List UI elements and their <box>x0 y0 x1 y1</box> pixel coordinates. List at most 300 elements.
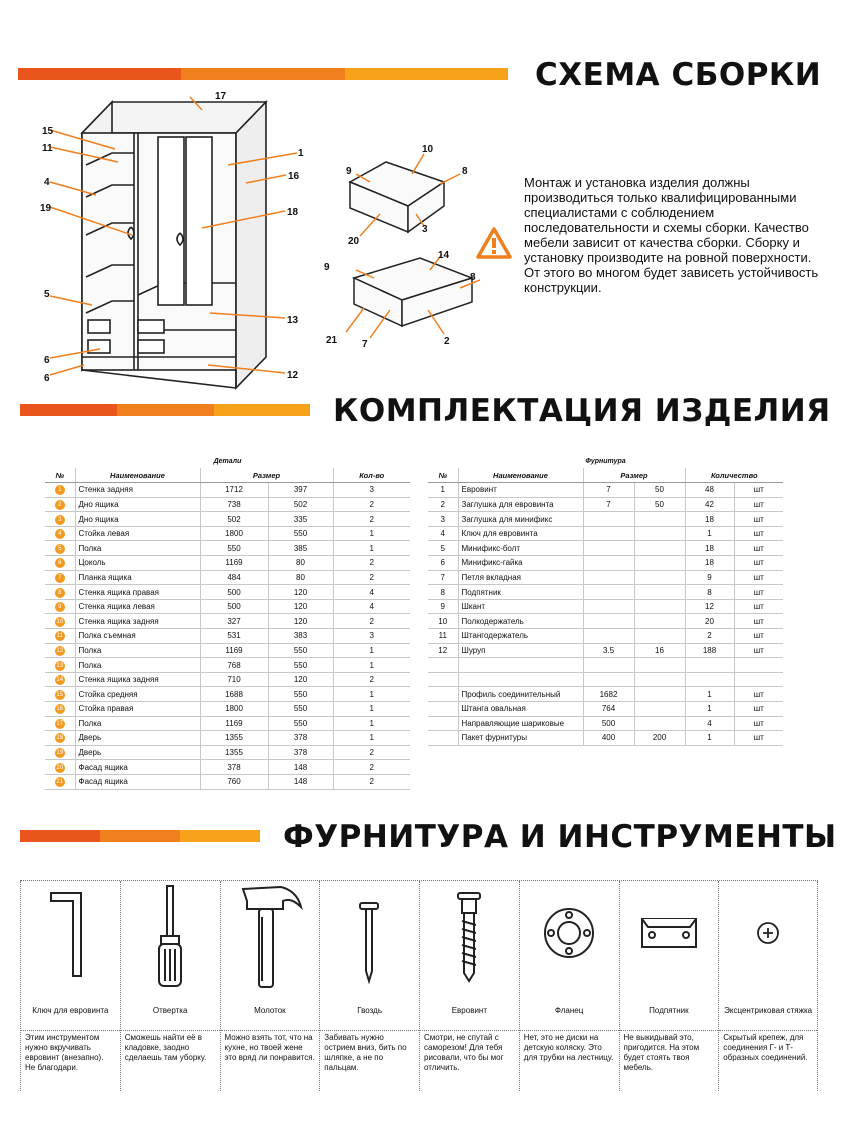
col-header: Размер <box>200 468 333 483</box>
part-size-b: 148 <box>268 774 333 789</box>
part-size-a: 1800 <box>200 702 268 717</box>
parts-row <box>45 774 410 789</box>
fittings-row <box>428 614 783 629</box>
part-size-b: 385 <box>268 541 333 556</box>
part-number-badge: 20 <box>56 764 64 771</box>
fittings-row <box>428 483 783 498</box>
fitting-name: Пакет фурнитуры <box>458 731 583 746</box>
part-size-a: 768 <box>200 658 268 673</box>
parts-row <box>45 497 410 512</box>
section-bar-hardware <box>20 830 260 842</box>
fitting-size-a <box>583 629 634 644</box>
parts-row <box>45 629 410 644</box>
part-number-badge: 16 <box>56 706 64 713</box>
part-quantity: 3 <box>333 629 410 644</box>
fitting-size-b <box>634 585 685 600</box>
tool-description: Нет, это не диски на детскую коляску. Это для трубки на лестницу. <box>523 1033 614 1062</box>
fitting-unit: шт <box>734 702 783 717</box>
part-name: Полка <box>75 643 200 658</box>
fittings-row <box>428 687 783 702</box>
col-header: Размер <box>583 468 685 483</box>
part-quantity: 2 <box>333 512 410 527</box>
fitting-size-b <box>634 658 685 673</box>
part-name: Полка <box>75 541 200 556</box>
part-quantity: 1 <box>333 731 410 746</box>
parts-row <box>45 512 410 527</box>
parts-row <box>45 643 410 658</box>
fitting-quantity: 1 <box>685 702 734 717</box>
part-number-badge: 1 <box>55 485 65 495</box>
fitting-size-a: 1682 <box>583 687 634 702</box>
part-name: Стойка средняя <box>75 687 200 702</box>
fitting-unit: шт <box>734 585 783 600</box>
tool-description: Не выкидывай это, пригодится. На этом будет стоять твоя мебель. <box>623 1033 700 1072</box>
fitting-number <box>428 687 458 702</box>
screwdriver-icon <box>121 881 220 991</box>
fitting-size-b: 50 <box>634 497 685 512</box>
tool-name: Гвоздь <box>320 991 419 1031</box>
col-header: № <box>428 468 458 483</box>
fitting-unit: шт <box>734 716 783 731</box>
callout-label: 18 <box>287 207 299 218</box>
part-size-a: 710 <box>200 672 268 687</box>
part-size-a: 738 <box>200 497 268 512</box>
col-header: Количество <box>685 468 783 483</box>
callout-label: 2 <box>444 336 450 347</box>
scheme-heading: СХЕМА СБОРКИ <box>535 57 822 93</box>
fitting-name <box>458 672 583 687</box>
fitting-name: Полкодержатель <box>458 614 583 629</box>
tool-name: Евровинт <box>420 991 519 1031</box>
tool-description: Смотри, не спутай с саморезом! Для тебя рисовали, что бы мог отличить. <box>424 1033 504 1072</box>
fitting-number: 6 <box>428 556 458 571</box>
fitting-size-b <box>634 556 685 571</box>
callout-label: 11 <box>42 143 53 154</box>
fitting-unit: шт <box>734 599 783 614</box>
foot-pad-icon <box>620 881 719 991</box>
tool-description: Этим инструментом нужно вкручивать евровинт (внезапно). Не благодари. <box>25 1033 104 1072</box>
tools-grid <box>20 880 818 1090</box>
part-name: Цоколь <box>75 556 200 571</box>
fitting-size-a: 7 <box>583 497 634 512</box>
fitting-quantity: 4 <box>685 716 734 731</box>
tool-name: Отвертка <box>121 991 220 1031</box>
nail-icon <box>320 881 419 991</box>
part-size-a: 1712 <box>200 483 268 498</box>
part-quantity: 4 <box>333 585 410 600</box>
parts-row <box>45 702 410 717</box>
drawer-diagram <box>320 140 480 350</box>
part-number-badge: 8 <box>55 588 65 598</box>
part-name: Дно ящика <box>75 497 200 512</box>
parts-row <box>45 658 410 673</box>
fitting-number <box>428 702 458 717</box>
part-number-badge: 14 <box>56 677 64 684</box>
fitting-quantity: 188 <box>685 643 734 658</box>
fitting-unit: шт <box>734 614 783 629</box>
fittings-row <box>428 512 783 527</box>
fitting-name: Штангодержатель <box>458 629 583 644</box>
parts-row <box>45 483 410 498</box>
part-size-b: 335 <box>268 512 333 527</box>
fitting-unit: шт <box>734 483 783 498</box>
fitting-name: Петля вкладная <box>458 570 583 585</box>
fitting-name: Минификс-болт <box>458 541 583 556</box>
part-quantity: 2 <box>333 614 410 629</box>
part-size-a: 1688 <box>200 687 268 702</box>
part-number-badge: 6 <box>55 558 65 568</box>
part-quantity: 2 <box>333 672 410 687</box>
part-size-b: 120 <box>268 672 333 687</box>
part-size-b: 148 <box>268 760 333 775</box>
part-quantity: 1 <box>333 541 410 556</box>
fittings-row <box>428 643 783 658</box>
part-size-b: 550 <box>268 526 333 541</box>
part-number-badge: 11 <box>56 633 63 640</box>
part-quantity: 2 <box>333 760 410 775</box>
part-number-badge: 3 <box>55 515 65 525</box>
part-name: Стенка ящика задняя <box>75 672 200 687</box>
fitting-size-a <box>583 570 634 585</box>
part-quantity: 1 <box>333 658 410 673</box>
fittings-row <box>428 658 783 673</box>
part-size-b: 550 <box>268 658 333 673</box>
fitting-number: 7 <box>428 570 458 585</box>
part-size-b: 378 <box>268 731 333 746</box>
col-header: Наименование <box>458 468 583 483</box>
fitting-size-a <box>583 658 634 673</box>
fitting-unit <box>734 672 783 687</box>
fitting-unit: шт <box>734 526 783 541</box>
tool-card <box>519 881 619 1091</box>
part-size-a: 500 <box>200 585 268 600</box>
part-number-badge: 13 <box>56 662 64 669</box>
part-quantity: 2 <box>333 497 410 512</box>
parts-row <box>45 570 410 585</box>
fitting-unit: шт <box>734 629 783 644</box>
part-quantity: 2 <box>333 556 410 571</box>
fitting-number: 2 <box>428 497 458 512</box>
fitting-number: 3 <box>428 512 458 527</box>
wardrobe-diagram <box>30 85 330 390</box>
part-name: Стенка задняя <box>75 483 200 498</box>
part-quantity: 2 <box>333 570 410 585</box>
part-quantity: 2 <box>333 774 410 789</box>
fitting-size-a <box>583 541 634 556</box>
fitting-size-b <box>634 687 685 702</box>
tool-card <box>220 881 320 1091</box>
fitting-size-b <box>634 716 685 731</box>
tool-description: Забивать нужно острием вниз, бить по шляпке, а не по пальцам. <box>324 1033 407 1072</box>
fittings-row <box>428 672 783 687</box>
callout-label: 5 <box>44 289 50 300</box>
part-size-a: 502 <box>200 512 268 527</box>
callout-label: 9 <box>324 262 330 273</box>
fitting-size-a: 7 <box>583 483 634 498</box>
tool-card <box>718 881 818 1091</box>
part-size-a: 1355 <box>200 731 268 746</box>
fitting-quantity: 18 <box>685 541 734 556</box>
parts-row <box>45 556 410 571</box>
fitting-size-b <box>634 672 685 687</box>
fitting-size-b <box>634 526 685 541</box>
tool-name: Подпятник <box>620 991 719 1031</box>
fitting-number <box>428 658 458 673</box>
part-number-badge: 18 <box>56 735 64 742</box>
part-quantity: 4 <box>333 599 410 614</box>
part-name: Полка <box>75 716 200 731</box>
fitting-size-a: 500 <box>583 716 634 731</box>
callout-label: 19 <box>40 203 52 214</box>
fitting-unit: шт <box>734 687 783 702</box>
fitting-unit: шт <box>734 512 783 527</box>
part-size-a: 1355 <box>200 745 268 760</box>
fitting-number <box>428 731 458 746</box>
fittings-table <box>428 468 783 746</box>
fitting-size-b <box>634 599 685 614</box>
fittings-row <box>428 585 783 600</box>
fitting-size-a: 3.5 <box>583 643 634 658</box>
tool-description: Скрытый крепеж, для соединения Г- и Т-образных соединений. <box>723 1033 808 1062</box>
callout-label: 21 <box>326 335 338 346</box>
fitting-size-b <box>634 614 685 629</box>
fitting-quantity: 18 <box>685 556 734 571</box>
warning-icon <box>476 226 512 260</box>
tool-description: Сможешь найти её в кладовке, заодно сделаешь там уборку. <box>124 1033 207 1062</box>
part-number-badge: 15 <box>56 691 64 698</box>
part-quantity: 1 <box>333 687 410 702</box>
part-size-b: 550 <box>268 643 333 658</box>
fitting-size-b <box>634 541 685 556</box>
fitting-quantity <box>685 658 734 673</box>
part-name: Фасад ящика <box>75 774 200 789</box>
part-size-b: 120 <box>268 599 333 614</box>
fitting-number: 10 <box>428 614 458 629</box>
parts-table <box>45 468 410 790</box>
tool-name: Ключ для евровинта <box>21 991 120 1031</box>
parts-row <box>45 614 410 629</box>
fitting-number: 1 <box>428 483 458 498</box>
part-size-b: 80 <box>268 570 333 585</box>
fitting-name: Евровинт <box>458 483 583 498</box>
part-quantity: 1 <box>333 716 410 731</box>
section-bar-kit <box>20 404 310 416</box>
hex-key-icon <box>21 881 120 991</box>
part-size-a: 1169 <box>200 643 268 658</box>
part-size-b: 550 <box>268 687 333 702</box>
tool-description: Можно взять тот, что на кухне, но твоей жене это вряд ли понравится. <box>224 1033 315 1062</box>
fitting-size-b <box>634 629 685 644</box>
callout-label: 8 <box>462 166 468 177</box>
kit-heading: КОМПЛЕКТАЦИЯ ИЗДЕЛИЯ <box>333 393 831 429</box>
part-number-badge: 9 <box>55 602 65 612</box>
section-bar-scheme <box>18 68 508 80</box>
tool-name: Фланец <box>520 991 619 1031</box>
fitting-quantity: 2 <box>685 629 734 644</box>
col-header: № <box>45 468 75 483</box>
parts-row <box>45 585 410 600</box>
part-number-badge: 10 <box>56 618 64 625</box>
part-size-b: 550 <box>268 702 333 717</box>
part-name: Фасад ящика <box>75 760 200 775</box>
callout-label: 8 <box>470 272 476 283</box>
part-name: Дверь <box>75 745 200 760</box>
part-number-badge: 2 <box>55 500 65 510</box>
fitting-unit: шт <box>734 556 783 571</box>
fitting-number: 12 <box>428 643 458 658</box>
fitting-quantity: 42 <box>685 497 734 512</box>
fitting-quantity: 8 <box>685 585 734 600</box>
part-size-a: 500 <box>200 599 268 614</box>
callout-label: 12 <box>287 370 299 381</box>
part-size-b: 378 <box>268 745 333 760</box>
part-size-a: 760 <box>200 774 268 789</box>
callout-label: 9 <box>346 166 352 177</box>
fittings-row <box>428 497 783 512</box>
fittings-row <box>428 570 783 585</box>
fitting-name: Направляющие шариковые <box>458 716 583 731</box>
fitting-unit: шт <box>734 497 783 512</box>
parts-row <box>45 731 410 746</box>
fittings-row <box>428 731 783 746</box>
fitting-size-a <box>583 556 634 571</box>
callout-label: 4 <box>44 177 50 188</box>
part-size-b: 502 <box>268 497 333 512</box>
part-size-a: 327 <box>200 614 268 629</box>
fitting-size-a <box>583 512 634 527</box>
col-header: Наименование <box>75 468 200 483</box>
parts-row <box>45 541 410 556</box>
fitting-name: Подпятник <box>458 585 583 600</box>
part-name: Дверь <box>75 731 200 746</box>
part-name: Дно ящика <box>75 512 200 527</box>
part-name: Стенка ящика задняя <box>75 614 200 629</box>
parts-row <box>45 599 410 614</box>
part-size-a: 1800 <box>200 526 268 541</box>
fitting-name: Шуруп <box>458 643 583 658</box>
part-name: Планка ящика <box>75 570 200 585</box>
fitting-quantity: 12 <box>685 599 734 614</box>
part-number-badge: 21 <box>56 779 64 786</box>
fitting-size-a <box>583 599 634 614</box>
fitting-unit: шт <box>734 541 783 556</box>
callout-label: 1 <box>298 148 304 159</box>
fitting-quantity: 20 <box>685 614 734 629</box>
parts-row <box>45 687 410 702</box>
fitting-number: 5 <box>428 541 458 556</box>
tool-card <box>20 881 120 1091</box>
tool-name: Молоток <box>221 991 320 1031</box>
part-number-badge: 12 <box>56 647 64 654</box>
part-quantity: 2 <box>333 745 410 760</box>
parts-row <box>45 745 410 760</box>
callout-label: 16 <box>288 171 300 182</box>
callout-label: 15 <box>42 126 54 137</box>
parts-row <box>45 760 410 775</box>
fitting-quantity: 1 <box>685 526 734 541</box>
part-name: Полка <box>75 658 200 673</box>
fittings-row <box>428 702 783 717</box>
part-number-badge: 4 <box>55 529 65 539</box>
part-size-b: 383 <box>268 629 333 644</box>
fitting-number <box>428 716 458 731</box>
tool-name: Эксцентриковая стяжка <box>719 991 817 1031</box>
fitting-size-b: 200 <box>634 731 685 746</box>
fitting-quantity: 9 <box>685 570 734 585</box>
parts-table-title: Детали <box>213 458 242 465</box>
part-size-b: 550 <box>268 716 333 731</box>
part-size-b: 80 <box>268 556 333 571</box>
fitting-name <box>458 658 583 673</box>
part-size-a: 378 <box>200 760 268 775</box>
part-number-badge: 5 <box>55 544 65 554</box>
fittings-row <box>428 599 783 614</box>
fitting-name: Заглушка для минификс <box>458 512 583 527</box>
fittings-row <box>428 629 783 644</box>
part-size-b: 120 <box>268 614 333 629</box>
tool-card <box>319 881 419 1091</box>
part-name: Стойка правая <box>75 702 200 717</box>
tool-card <box>120 881 220 1091</box>
flange-icon <box>520 881 619 991</box>
assembly-notice: Монтаж и установка изделия должны производиться только квалифицированными специалистами с соблюдением последовательности и схемы сборки. Качество мебели зависит от качества сборки. Сборку и установку производите на ровной поверхности. От этого во многом будет зависеть устойчивость конструкции. <box>524 175 819 295</box>
fitting-unit <box>734 658 783 673</box>
parts-row <box>45 672 410 687</box>
part-quantity: 1 <box>333 526 410 541</box>
callout-label: 6 <box>44 373 50 384</box>
fitting-quantity: 1 <box>685 731 734 746</box>
callout-label: 7 <box>362 339 368 350</box>
cam-lock-icon <box>719 881 818 991</box>
fitting-size-b: 16 <box>634 643 685 658</box>
fitting-unit: шт <box>734 731 783 746</box>
part-number-badge: 19 <box>56 750 64 757</box>
fitting-size-b <box>634 570 685 585</box>
fitting-quantity: 18 <box>685 512 734 527</box>
part-size-b: 120 <box>268 585 333 600</box>
fitting-size-b: 50 <box>634 483 685 498</box>
fittings-row <box>428 716 783 731</box>
fitting-name: Минификс-гайка <box>458 556 583 571</box>
part-size-a: 550 <box>200 541 268 556</box>
parts-row <box>45 716 410 731</box>
tool-card <box>619 881 719 1091</box>
fittings-row <box>428 556 783 571</box>
hammer-icon <box>221 881 320 991</box>
callout-label: 3 <box>422 224 428 235</box>
part-size-a: 531 <box>200 629 268 644</box>
fittings-row <box>428 541 783 556</box>
callout-label: 13 <box>287 315 299 326</box>
fitting-quantity: 1 <box>685 687 734 702</box>
fitting-name: Профиль соединительный <box>458 687 583 702</box>
part-size-a: 484 <box>200 570 268 585</box>
part-name: Стенка ящика левая <box>75 599 200 614</box>
hardware-heading: ФУРНИТУРА И ИНСТРУМЕНТЫ <box>283 819 837 855</box>
fitting-name: Шкант <box>458 599 583 614</box>
part-name: Стойка левая <box>75 526 200 541</box>
fitting-size-b <box>634 702 685 717</box>
col-header: Кол-во <box>333 468 410 483</box>
part-number-badge: 7 <box>55 573 65 583</box>
fitting-size-a: 764 <box>583 702 634 717</box>
fittings-table-title: Фурнитура <box>585 458 626 465</box>
euro-screw-icon <box>420 881 519 991</box>
part-size-b: 397 <box>268 483 333 498</box>
fitting-number <box>428 672 458 687</box>
part-name: Стенка ящика правая <box>75 585 200 600</box>
fitting-size-b <box>634 512 685 527</box>
